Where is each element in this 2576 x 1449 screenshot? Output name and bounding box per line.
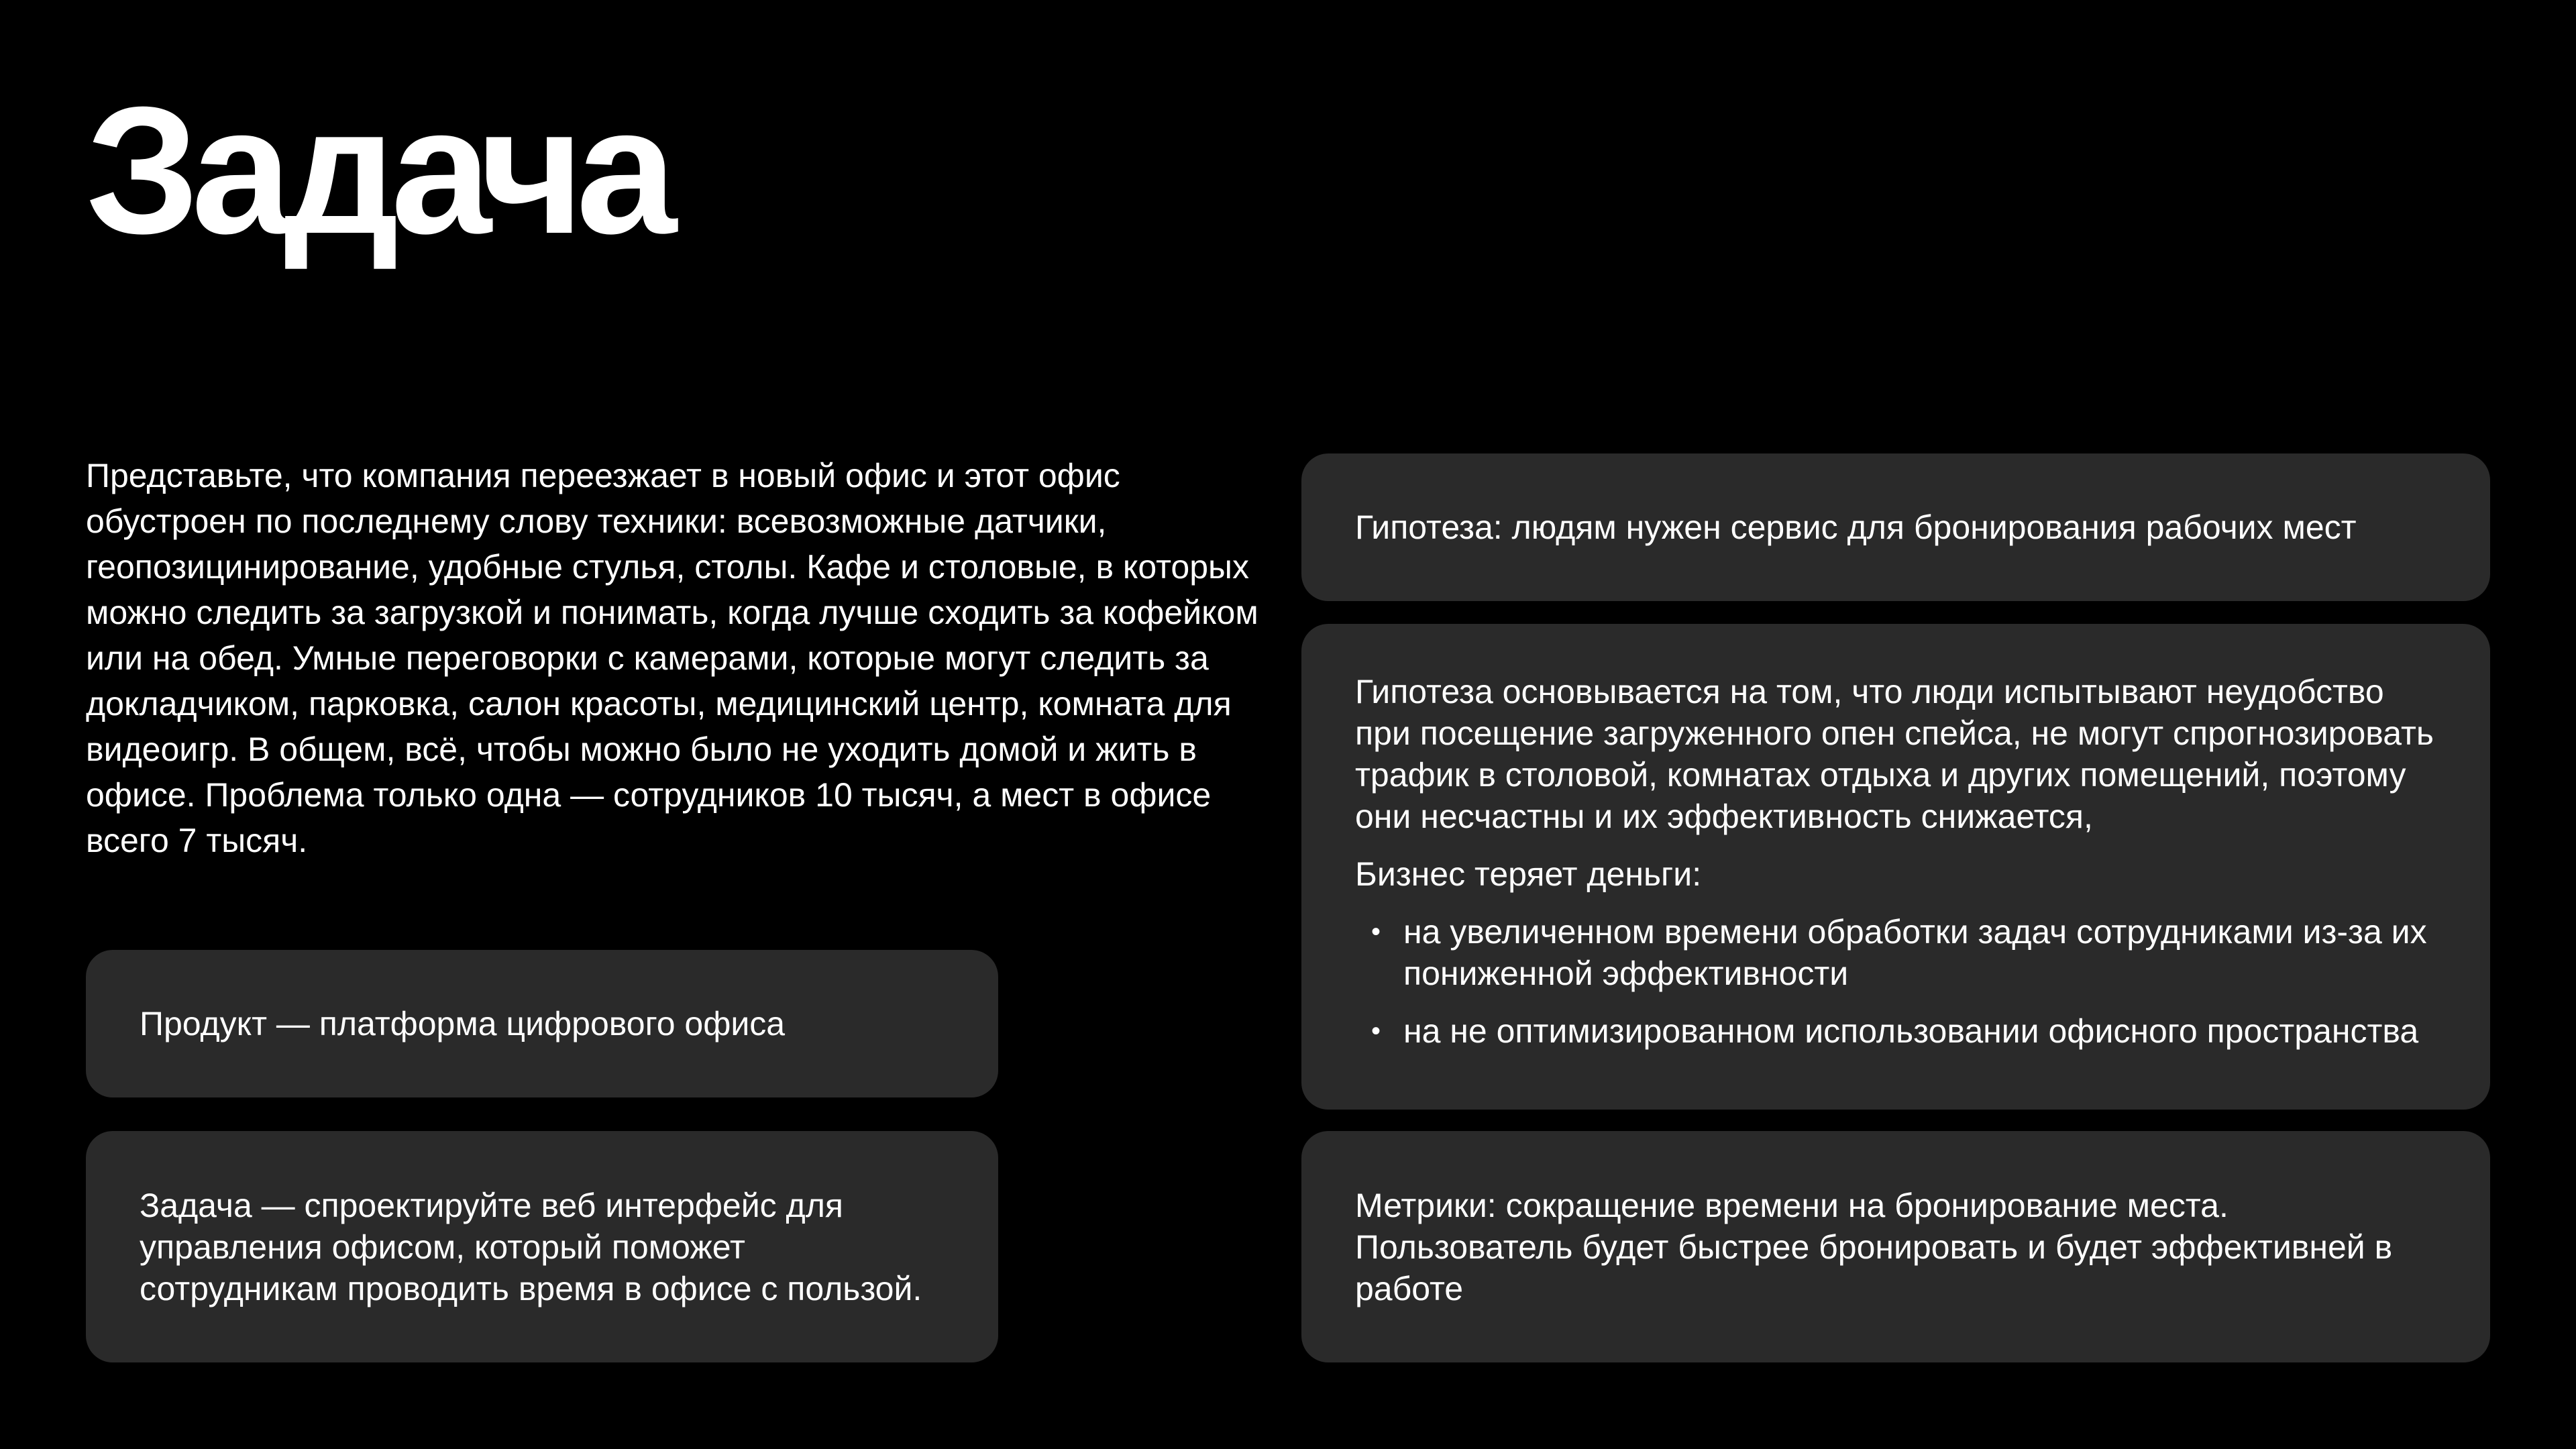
metrics-card: [1301, 1131, 2490, 1362]
bullet-icon: •: [1371, 917, 1381, 947]
business-loss-title: Бизнес теряет деньги:: [1355, 855, 1702, 893]
product-card: [86, 950, 998, 1097]
metrics-text: Метрики: сокращение времени на бронирование места. Пользователь будет быстрее бронировать и будет эффективней в работе: [1355, 1186, 2393, 1307]
page-title: Задача: [86, 70, 669, 272]
list-item-text: на не оптимизированном использовании офисного пространства: [1403, 1012, 2419, 1050]
business-loss-list: [1355, 911, 2436, 1052]
list-item: [1355, 911, 2436, 994]
hypothesis-text: Гипотеза: людям нужен сервис для бронирования рабочих мест: [1355, 508, 2357, 546]
hypothesis-basis-text: Гипотеза основывается на том, что люди испытывают неудобство при посещение загруженного опен спейса, не могут спрогнозировать трафик в столовой, комнатах отдыха и других помещений, поэтому они несчастны и их эффективность снижается,: [1355, 673, 2434, 835]
list-item-text: на увеличенном времени обработки задач сотрудниками из-за их пониженной эффективности: [1403, 913, 2427, 992]
hypothesis-basis-card: [1301, 624, 2490, 1110]
bullet-icon: •: [1371, 1016, 1381, 1046]
product-text: Продукт — платформа цифрового офиса: [140, 1005, 786, 1042]
task-text: Задача — спроектируйте веб интерфейс для управления офисом, который поможет сотрудникам проводить время в офисе с пользой.: [140, 1186, 922, 1307]
task-card: [86, 1131, 998, 1362]
list-item: [1355, 1010, 2436, 1052]
intro-paragraph: Представьте, что компания переезжает в новый офис и этот офис обустроен по последнему слову техники: всевозможные датчики, геопозицинирование, удобные стулья, столы. Кафе и столовые, в которых можно следить за загрузкой и понимать, когда лучше сходить за кофейком или на обед. Умные переговорки с камерами, которые могут следить за докладчиком, парковка, салон красоты, медицинский центр, комната для видеоигр. В общем, всё, чтобы можно было не уходить домой и жить в офисе. Проблема только одна — сотрудников 10 тысяч, а мест в офисе всего 7 тысяч.: [86, 457, 1258, 859]
hypothesis-card: [1301, 453, 2490, 601]
